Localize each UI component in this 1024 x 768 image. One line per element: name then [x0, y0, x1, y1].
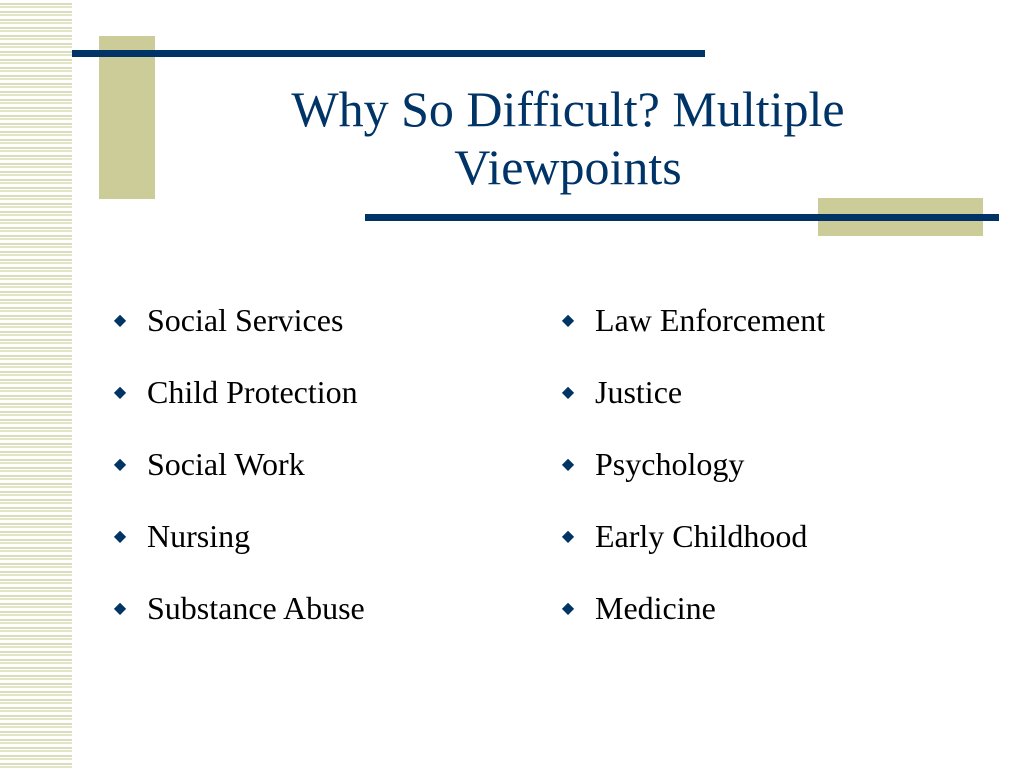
list-item-label: Medicine: [595, 589, 716, 626]
right-bullet-list: [558, 296, 825, 656]
list-item: [110, 368, 365, 416]
diamond-bullet-icon: ◆: [113, 528, 127, 545]
decorative-accent-block-top: [99, 36, 155, 199]
list-item-label: Social Services: [147, 301, 344, 338]
list-item: [110, 584, 365, 632]
list-item-label: Early Childhood: [595, 517, 808, 554]
list-item: [110, 440, 365, 488]
list-item-label: Justice: [595, 373, 683, 410]
diamond-bullet-icon: ◆: [113, 312, 127, 329]
title-rule-bottom: [365, 214, 999, 221]
diamond-bullet-icon: ◆: [561, 528, 575, 545]
diamond-bullet-icon: ◆: [561, 456, 575, 473]
list-item: [110, 512, 365, 560]
list-item-label: Substance Abuse: [147, 589, 365, 626]
slide-title-line-1: Why So Difficult? Multiple: [291, 81, 845, 137]
decorative-stripe-bar: [0, 0, 72, 768]
list-item: [558, 368, 825, 416]
slide-title-line-2: Viewpoints: [454, 139, 682, 195]
diamond-bullet-icon: ◆: [561, 312, 575, 329]
diamond-bullet-icon: ◆: [561, 384, 575, 401]
list-item: [558, 440, 825, 488]
list-item-label: Law Enforcement: [595, 301, 826, 338]
title-rule-top: [72, 50, 705, 57]
left-bullet-list: [110, 296, 365, 656]
list-item: [110, 296, 365, 344]
list-item-label: Nursing: [147, 517, 251, 554]
diamond-bullet-icon: ◆: [561, 600, 575, 617]
slide-title: [200, 80, 936, 196]
list-item: [558, 512, 825, 560]
diamond-bullet-icon: ◆: [113, 456, 127, 473]
list-item: [558, 584, 825, 632]
list-item: [558, 296, 825, 344]
list-item-label: Psychology: [595, 445, 745, 482]
list-item-label: Child Protection: [147, 373, 358, 410]
diamond-bullet-icon: ◆: [113, 600, 127, 617]
list-item-label: Social Work: [147, 445, 305, 482]
diamond-bullet-icon: ◆: [113, 384, 127, 401]
